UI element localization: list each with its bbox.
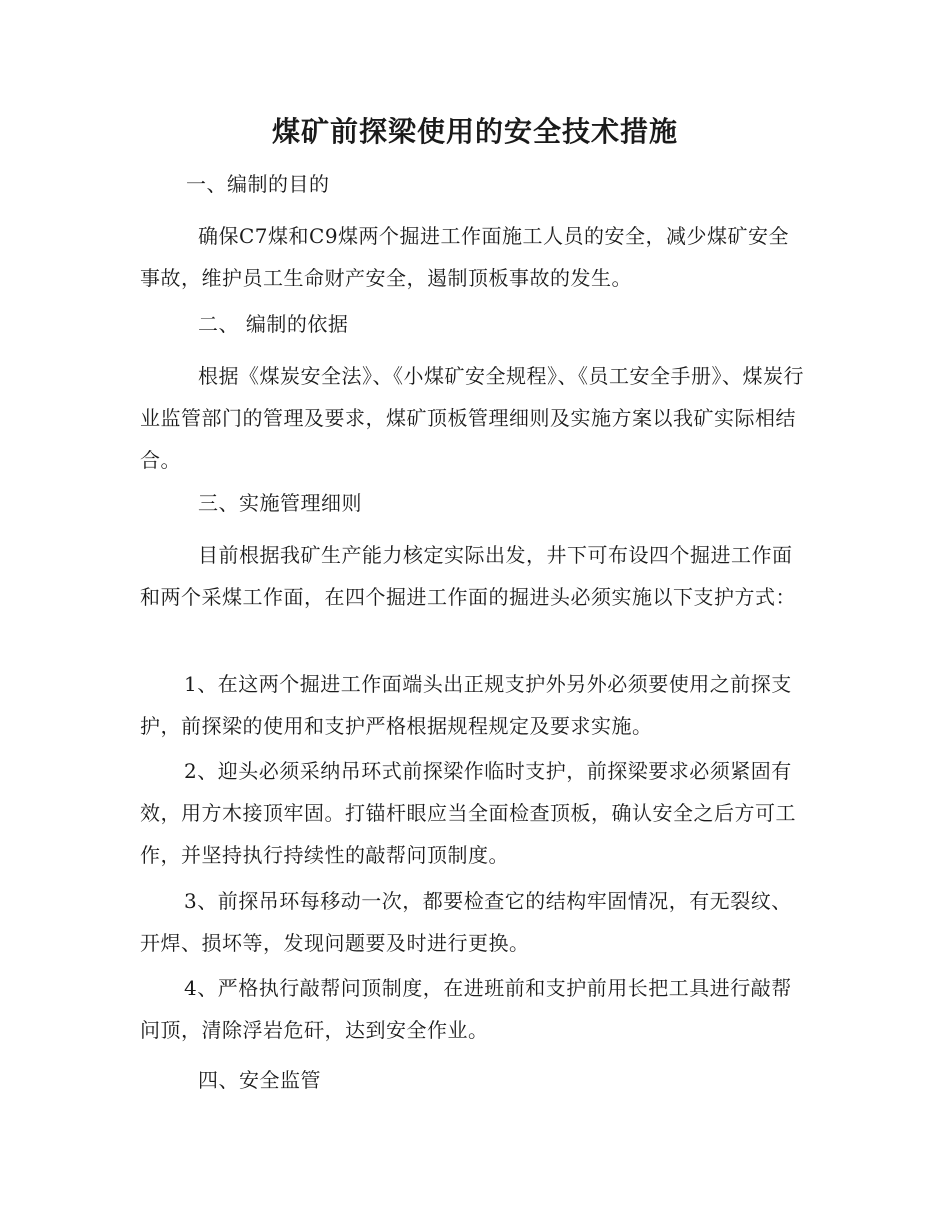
paragraph-item-4: 4、严格执行敲帮问顶制度，在进班前和支护前用长把工具进行敲帮问顶，清除浮岩危矸，达到安全作业。 xyxy=(140,976,792,1042)
paragraph-item-3: 3、前探吊环每移动一次，都要检查它的结构牢固情况，有无裂纹、开焊、损坏等，发现问题要及时进行更换。 xyxy=(140,889,792,955)
paragraph-item-2: 2、迎头必须采纳吊环式前探梁作临时支护，前探梁要求必须紧固有效，用方木接顶牢固。打锚杆眼应当全面检查顶板，确认安全之后方可工作，并坚持执行持续性的敲帮问顶制度。 xyxy=(140,759,796,867)
paragraph-implementation: 目前根据我矿生产能力核定实际出发，井下可布设四个掘进工作面和两个采煤工作面，在四个掘进工作面的掘进头必须实施以下支护方式： xyxy=(140,543,796,609)
section-heading-2: 二、 编制的依据 xyxy=(198,312,349,336)
document-title: 煤矿前探梁使用的安全技术措施 xyxy=(271,115,678,148)
section-heading-4: 四、安全监管 xyxy=(198,1068,321,1092)
paragraph-purpose: 确保C7煤和C9煤两个掘进工作面施工人员的安全，减少煤矿安全事故，维护员工生命财产安全，遏制顶板事故的发生。 xyxy=(140,224,790,290)
section-heading-3: 三、实施管理细则 xyxy=(198,491,362,515)
paragraph-basis: 根据《煤炭安全法》、《小煤矿安全规程》、《员工安全手册》、煤炭行业监管部门的管理及要求，煤矿顶板管理细则及实施方案以我矿实际相结合。 xyxy=(140,364,804,472)
section-heading-1: 一、编制的目的 xyxy=(186,172,330,196)
paragraph-item-1: 1、在这两个掘进工作面端头出正规支护外另外必须要使用之前探支护，前探梁的使用和支护严格根据规程规定及要求实施。 xyxy=(140,672,792,738)
